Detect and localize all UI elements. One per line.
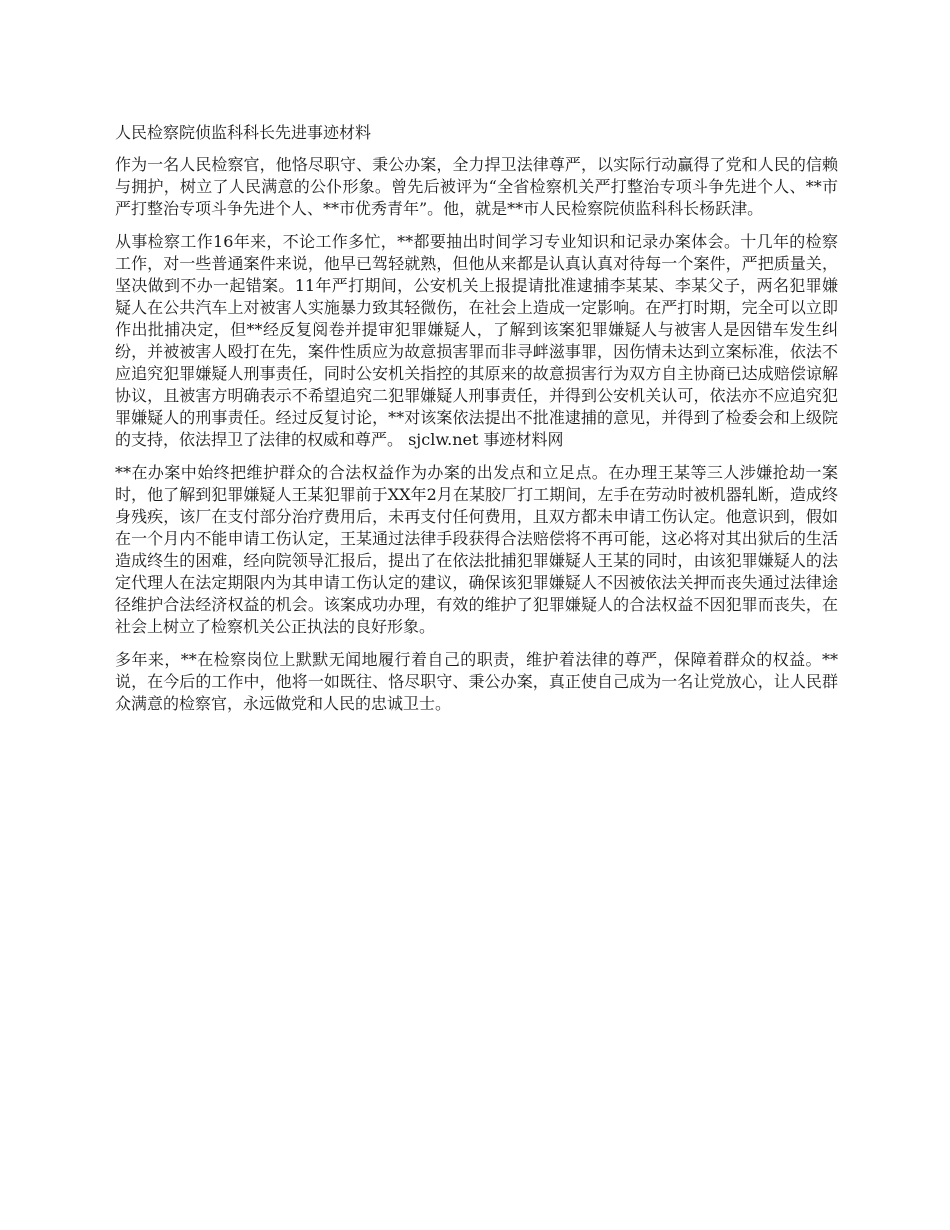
document-page [115, 122, 838, 726]
paragraph-conclusion: 多年来，**在检察岗位上默默无闻地履行着自己的职责，维护着法律的尊严，保障着群众的权益。**说，在今后的工作中，他将一如既往、恪尽职守、秉公办案，真正使自己成为一名让党放心，让人民群众满意的检察官，永远做党和人民的忠诚卫士。 [115, 650, 838, 713]
document-title: 人民检察院侦监科科长先进事迹材料 [115, 123, 372, 142]
paragraph-intro: 作为一名人民检察官，他恪尽职守、秉公办案，全力捍卫法律尊严，以实际行动赢得了党和人民的信赖与拥护，树立了人民满意的公仆形象。曾先后被评为“全省检察机关严打整治专项斗争先进个人、**市严打整治专项斗争先进个人、**市优秀青年”。他，就是**市人民检察院侦监科科长杨跃津。 [115, 155, 838, 218]
paragraph-case-two: **在办案中始终把维护群众的合法权益作为办案的出发点和立足点。在办理王某等三人涉嫌抢劫一案时，他了解到犯罪嫌疑人王某犯罪前于XX年2月在某胶厂打工期间，左手在劳动时被机器轧断，造成终身残疾，该厂在支付部分治疗费用后，未再支付任何费用，且双方都未申请工伤认定。他意识到，假如在一个月内不能申请工伤认定，王某通过法律手段获得合法赔偿将不再可能，这必将对其出狱后的生活造成终生的困难，经向院领导汇报后，提出了在依法批捕犯罪嫌疑人王某的同时，由该犯罪嫌疑人的法定代理人在法定期限内为其申请工伤认定的建议，确保该犯罪嫌疑人不因被依法关押而丧失通过法律途径维护合法经济权益的机会。该案成功办理，有效的维护了犯罪嫌疑人的合法权益不因犯罪而丧失，在社会上树立了检察机关公正执法的良好形象。 [115, 463, 838, 636]
paragraph-case-one: 从事检察工作16年来，不论工作多忙，**都要抽出时间学习专业知识和记录办案体会。十几年的检察工作，对一些普通案件来说，他早已驾轻就熟，但他从来都是认真认真对待每一个案件，严把质量关，坚决做到不办一起错案。11年严打期间，公安机关上报提请批准逮捕李某某、李某父子，两名犯罪嫌疑人在公共汽车上对被害人实施暴力致其轻微伤，在社会上造成一定影响。在严打时期，完全可以立即作出批捕决定，但**经反复阅卷并提审犯罪嫌疑人，了解到该案犯罪嫌疑人与被害人是因错车发生纠纷，并被被害人殴打在先，案件性质应为故意损害罪而非寻衅滋事罪，因伤情未达到立案标准，依法不应追究犯罪嫌疑人刑事责任，同时公安机关指控的其原来的故意损害行为双方自主协商已达成赔偿谅解协议，且被害方明确表示不希望追究二犯罪嫌疑人刑事责任，并得到公安机关认可，依法亦不应追究犯罪嫌疑人的刑事责任。经过反复讨论，**对该案依法提出不批准逮捕的意见，并得到了检委会和上级院的支持，依法捍卫了法律的权威和尊严。 sjclw.net 事迹材料网 [115, 232, 838, 449]
